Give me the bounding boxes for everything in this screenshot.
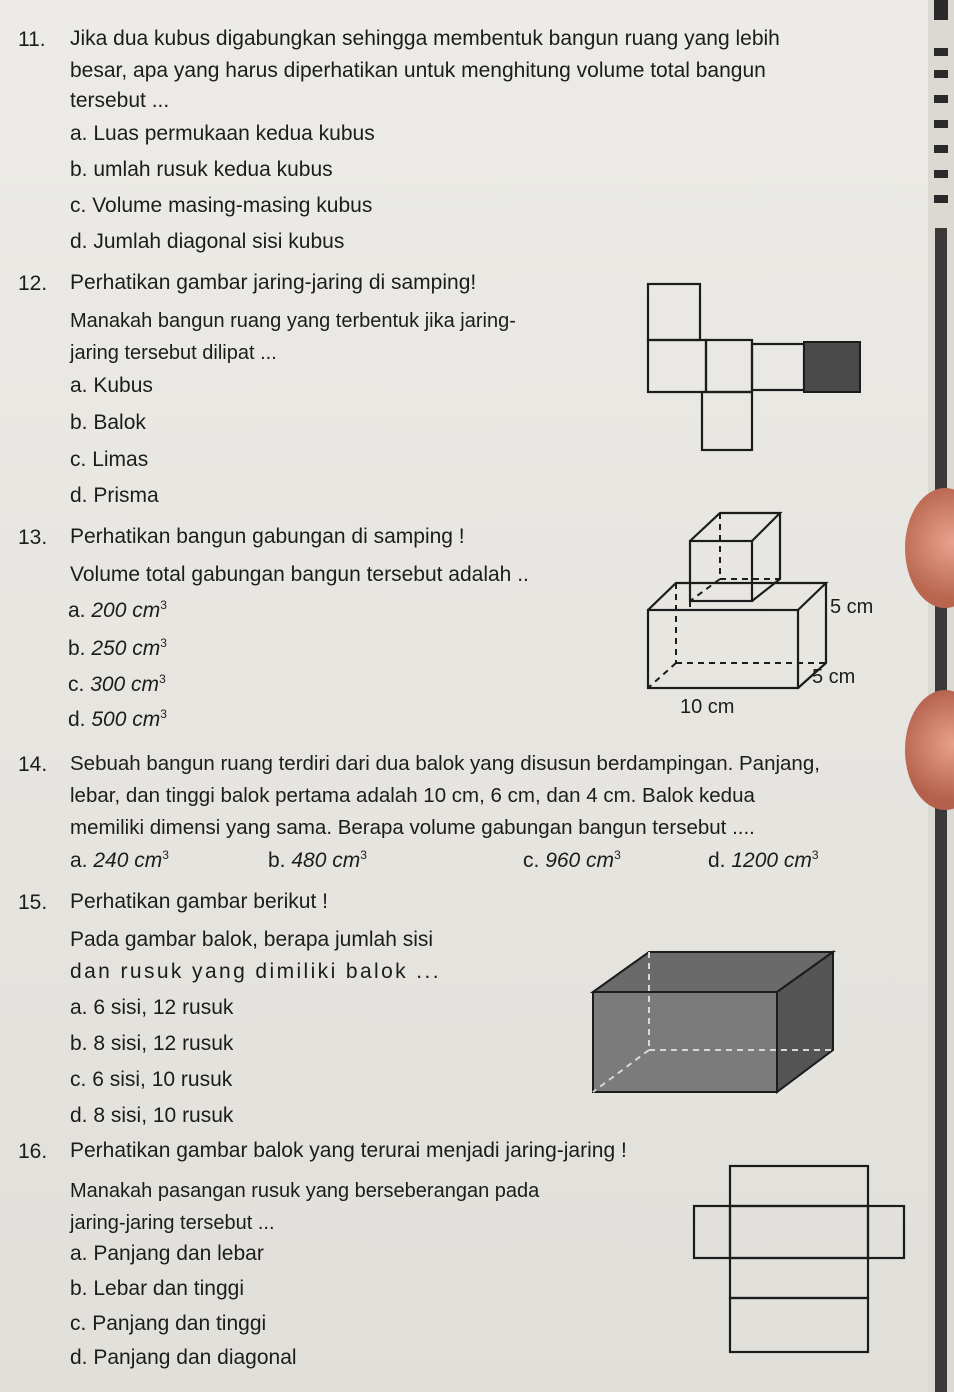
option-text: Panjang dan diagonal [93,1346,297,1369]
question-15-option-b[interactable] [70,1032,233,1056]
option-letter: b. [70,158,88,181]
question-14-option-b[interactable] [268,848,367,873]
option-text: 8 sisi, 10 rusuk [93,1104,234,1127]
net-face-top [730,1166,868,1206]
option-text: Limas [92,448,149,471]
option-superscript: 3 [160,636,167,650]
option-letter: d. [70,1346,88,1369]
question-16-option-b[interactable] [70,1277,244,1301]
option-letter: c. [68,673,85,696]
option-superscript: 3 [159,672,166,686]
option-letter: d. [70,484,88,507]
question-12-option-a[interactable] [70,374,153,398]
option-letter: b. [68,637,86,660]
question-14-line-1: Sebuah bangun ruang terdiri dari dua balok yang disusun berdampingan. Panjang, [70,752,820,775]
option-superscript: 3 [162,848,169,862]
small-cube-top [690,513,780,541]
option-text: 200 cm [91,599,161,622]
question-13-option-a[interactable] [68,598,167,623]
question-14-line-2: lebar, dan tinggi balok pertama adalah 10 cm, 6 cm, dan 4 cm. Balok kedua [70,784,755,807]
large-box-front [648,610,798,688]
question-11-number: 11. [18,28,46,51]
length-label: 10 cm [680,696,735,718]
question-11-option-c[interactable] [70,194,372,218]
net-face-top [648,284,700,340]
finger-bottom [905,690,954,810]
height-label: 5 cm [830,596,874,618]
option-text: Jumlah diagonal sisi kubus [93,230,345,253]
option-text: 8 sisi, 12 rusuk [93,1032,234,1055]
option-superscript: 3 [614,848,621,862]
net-face-left [694,1206,730,1258]
option-text: Kubus [93,374,153,397]
option-letter: a. [70,122,88,145]
net-face-front [730,1206,868,1258]
question-11-line-1: Jika dua kubus digabungkan sehingga membentuk bangun ruang yang lebih [70,27,780,50]
question-14-option-c[interactable] [523,848,621,873]
option-text: 6 sisi, 10 rusuk [92,1068,233,1091]
option-letter: a. [68,599,86,622]
option-text: 240 cm [93,849,163,872]
option-text: 300 cm [90,673,160,696]
net-face-shaded [804,342,860,392]
option-letter: c. [523,849,540,872]
option-letter: a. [70,1242,88,1265]
question-16-line-2: Manakah pasangan rusuk yang berseberangan pada [70,1180,540,1202]
spine-mark [934,70,948,78]
spine-mark [934,195,948,203]
composite-solid-figure [640,505,900,725]
option-letter: d. [68,708,86,731]
spine-mark [934,48,948,56]
cuboid-net-figure [690,1162,910,1362]
option-letter: a. [70,849,88,872]
width-label: 5 cm [812,666,856,688]
spine-edge [935,228,947,1392]
spine-mark [934,0,948,20]
net-face-right [752,344,804,390]
option-letter: c. [70,194,87,217]
question-12-number: 12. [18,272,48,295]
question-15-line-2: Pada gambar balok, berapa jumlah sisi [70,928,434,951]
spine-mark [934,120,948,128]
question-11-line-3: tersebut ... [70,89,170,112]
option-superscript: 3 [811,848,819,862]
question-16-line-3: jaring-jaring tersebut ... [70,1212,275,1234]
option-letter: a. [70,996,88,1019]
question-12-option-b[interactable] [70,411,146,435]
option-text: Lebar dan tinggi [93,1277,244,1300]
question-15-number: 15. [18,891,48,914]
net-face-left [648,340,706,392]
option-text: Luas permukaan kedua kubus [93,122,375,145]
option-letter: c. [70,1312,87,1335]
question-14-option-d[interactable] [708,848,819,873]
question-13-line-1: Perhatikan bangun gabungan di samping ! [70,525,465,548]
question-16-option-d[interactable] [70,1346,297,1370]
option-letter: c. [70,1068,87,1091]
question-14-number: 14. [18,753,48,776]
question-16-option-c[interactable] [70,1312,266,1336]
net-face-bottom [730,1258,868,1298]
option-text: 960 cm [545,849,615,872]
finger-top [905,488,954,608]
option-text: umlah rusuk kedua kubus [93,158,333,181]
question-12-option-d[interactable] [70,484,159,508]
question-12-line-3: jaring tersebut dilipat ... [70,342,277,364]
option-superscript: 3 [160,707,167,721]
question-11-line-2: besar, apa yang harus diperhatikan untuk menghitung volume total bangun [70,59,766,82]
spine-mark [934,170,948,178]
question-12-option-c[interactable] [70,448,148,472]
question-16-line-1: Perhatikan gambar balok yang terurai menjadi jaring-jaring ! [70,1139,627,1162]
option-letter: b. [70,1277,88,1300]
hidden-edge [648,663,676,688]
net-face-center [706,340,752,392]
option-letter: d. [708,849,726,872]
question-15-option-c[interactable] [70,1068,232,1092]
option-text: 6 sisi, 12 rusuk [93,996,234,1019]
option-letter: b. [70,1032,88,1055]
option-text: 480 cm [291,849,361,872]
option-letter: a. [70,374,88,397]
option-text: Panjang dan lebar [93,1242,264,1265]
option-text: Volume masing-masing kubus [92,194,373,217]
spine-mark [934,145,948,153]
option-text: 250 cm [91,637,161,660]
option-letter: d. [70,230,88,253]
question-15-line-1: Perhatikan gambar berikut ! [70,890,328,913]
question-13-number: 13. [18,526,48,549]
cuboid-figure [585,948,845,1098]
question-13-option-d[interactable] [68,707,167,732]
option-letter: b. [268,849,286,872]
cube-net-figure [640,280,870,460]
question-11-option-d[interactable] [70,230,344,254]
option-letter: c. [70,448,87,471]
option-text: Panjang dan tinggi [92,1312,267,1335]
question-11-option-b[interactable] [70,158,333,182]
option-superscript: 3 [360,848,367,862]
question-15-option-d[interactable] [70,1104,233,1128]
option-text: Balok [93,411,146,434]
question-12-line-2: Manakah bangun ruang yang terbentuk jika jaring- [70,310,516,332]
question-14-line-3: memiliki dimensi yang sama. Berapa volume gabungan bangun tersebut .... [70,816,755,839]
question-16-number: 16. [18,1140,48,1163]
net-face-right [868,1206,904,1258]
question-15-line-3: dan rusuk yang dimiliki balok ... [70,960,442,983]
question-13-option-c[interactable] [68,672,166,697]
question-14-option-a[interactable] [70,848,169,873]
question-13-option-b[interactable] [68,636,167,661]
question-13-line-2: Volume total gabungan bangun tersebut adalah .. [70,563,529,586]
option-text: 500 cm [91,708,161,731]
question-12-line-1: Perhatikan gambar jaring-jaring di samping! [70,271,477,294]
option-text: Prisma [93,484,159,507]
question-16-option-a[interactable] [70,1242,264,1266]
question-15-option-a[interactable] [70,996,233,1020]
cuboid-front-face [593,992,777,1092]
option-letter: d. [70,1104,88,1127]
question-11-option-a[interactable] [70,122,375,146]
net-face-back [730,1298,868,1352]
option-letter: b. [70,411,88,434]
option-text: 1200 cm [731,849,812,872]
net-face-bottom [702,392,752,450]
spine-mark [934,95,948,103]
large-box-top [648,583,826,610]
option-superscript: 3 [160,598,167,612]
